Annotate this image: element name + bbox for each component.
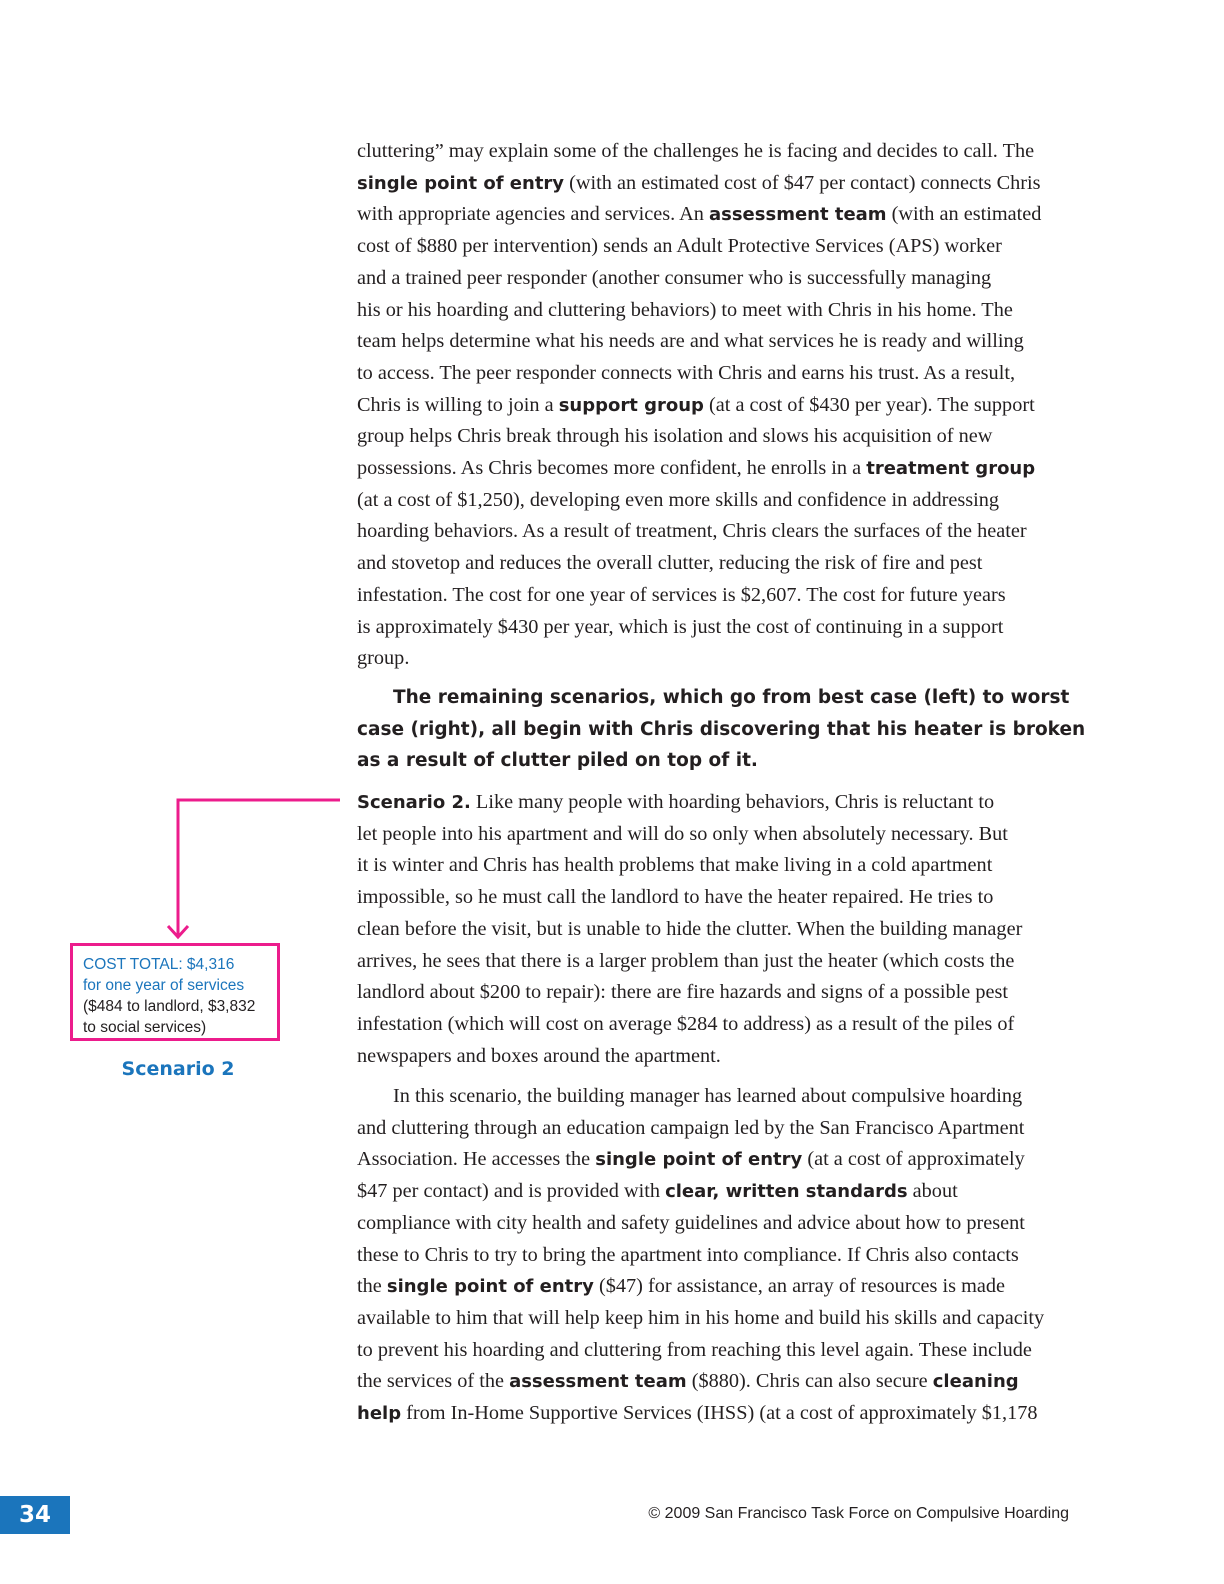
text-line [357, 1081, 1069, 1113]
text-line [357, 1176, 1069, 1208]
bold-term: support group [558, 394, 704, 416]
text-line [357, 516, 1069, 548]
text-run: is approximately $430 per year, which is just the cost of continuing in a support [357, 615, 1004, 638]
text-line [357, 1208, 1069, 1240]
bold-term: case (right), all begin with Chris discovering that his heater is broken [357, 718, 1086, 740]
text-run: and stovetop and reduces the overall clutter, reducing the risk of fire and pest [357, 552, 983, 575]
text-line [357, 326, 1069, 358]
text-line [357, 231, 1069, 263]
cost-period-line: for one year of services [83, 977, 245, 994]
bold-term: as a result of clutter piled on top of it. [357, 750, 758, 772]
connector-arrow-icon [0, 0, 360, 950]
text-run: team helps determine what his needs are and what services he is ready and willing [357, 330, 1024, 353]
text-line [357, 485, 1069, 517]
scenario-2-paragraph [357, 787, 1069, 1072]
bold-term: help [357, 1403, 402, 1425]
text-line [357, 1398, 1069, 1430]
text-run: let people into his apartment and will do so only when absolutely necessary. But [357, 822, 1008, 845]
text-run: impossible, so he must call the landlord to have the heater repaired. He tries to [357, 886, 994, 909]
text-run: compliance with city health and safety guidelines and advice about how to present [357, 1211, 1025, 1234]
text-run: about [907, 1180, 958, 1203]
text-line [357, 850, 1069, 882]
text-line [357, 714, 1086, 746]
cost-total-line: COST TOTAL: $4,316 [83, 956, 235, 973]
text-line [357, 914, 1069, 946]
text-run: cluttering” may explain some of the challenges he is facing and decides to call. The [357, 140, 1035, 162]
text-line [357, 1366, 1069, 1398]
text-run: (with an estimated [886, 203, 1042, 226]
text-line [357, 882, 1069, 914]
text-line [357, 682, 1069, 714]
text-run: $47 per contact) and is provided with [357, 1180, 666, 1203]
text-run: infestation. The cost for one year of services is $2,607. The cost for future years [357, 583, 1006, 606]
text-run: arrives, he sees that there is a larger problem than just the heater (which costs the [357, 949, 1015, 972]
text-line [357, 612, 1069, 644]
text-run: these to Chris to try to bring the apartment into compliance. If Chris also contacts [357, 1243, 1019, 1266]
text-run: Like many people with hoarding behaviors, Chris is reluctant to [470, 791, 995, 813]
text-run: newspapers and boxes around the apartment. [357, 1044, 721, 1067]
text-line [357, 1335, 1069, 1367]
text-run: available to him that will help keep him in his home and build his skills and capacity [357, 1306, 1045, 1329]
text-run: clean before the visit, but is unable to hide the clutter. When the building manager [357, 917, 1023, 940]
text-line [357, 1144, 1069, 1176]
text-line [357, 1303, 1069, 1335]
text-run: (with an estimated cost of $47 per contact) connects Chris [564, 171, 1041, 194]
text-line [357, 787, 1069, 819]
text-line [357, 946, 1069, 978]
scenario-label: Scenario 2 [121, 1058, 235, 1080]
text-run: (at a cost of $430 per year). The support [703, 393, 1035, 416]
text-run: and a trained peer responder (another consumer who is successfully managing [357, 266, 992, 289]
text-line [357, 421, 1069, 453]
bold-term: Scenario 2. [357, 792, 471, 813]
text-run: the services of the [357, 1370, 510, 1393]
lead-paragraph [357, 682, 1086, 777]
text-line [357, 1271, 1069, 1303]
text-run: cost of $880 per intervention) sends an Adult Protective Services (APS) worker [357, 235, 1002, 258]
text-run: with appropriate agencies and services. An [357, 203, 709, 226]
bold-term: cleaning [932, 1371, 1019, 1393]
cost-total-box [70, 943, 280, 1041]
text-run: Chris is willing to join a [357, 393, 559, 416]
text-line [357, 548, 1069, 580]
bold-term: assessment team [708, 204, 887, 226]
bold-term: single point of entry [386, 1276, 594, 1298]
text-run: ($880). Chris can also secure [686, 1370, 933, 1393]
text-line [357, 819, 1069, 851]
text-run: the [357, 1275, 387, 1298]
text-run: group helps Chris break through his isolation and slows his acquisition of new [357, 425, 993, 448]
text-line [357, 390, 1069, 422]
text-run: infestation (which will cost on average $284 to address) as a result of the piles of [357, 1012, 1015, 1035]
body-paragraph-1 [357, 136, 1069, 675]
text-line [357, 453, 1069, 485]
bold-term: clear, written standards [665, 1181, 908, 1203]
text-line [357, 136, 1069, 168]
text-line [357, 643, 1069, 675]
body-paragraph-4 [357, 1081, 1069, 1430]
text-run: Association. He accesses the [357, 1148, 596, 1171]
text-run: his or his hoarding and cluttering behaviors) to meet with Chris in his home. The [357, 298, 1013, 321]
text-line [357, 1240, 1069, 1272]
text-run: landlord about $200 to repair): there are fire hazards and signs of a possible pest [357, 981, 1009, 1004]
bold-term: The remaining scenarios, which go from best case (left) to worst [393, 687, 1070, 708]
text-line [357, 745, 1069, 777]
text-run: (at a cost of approximately [802, 1148, 1025, 1171]
text-run: In this scenario, the building manager has learned about compulsive hoarding [393, 1085, 1023, 1107]
cost-breakdown-line-2: to social services) [83, 1019, 207, 1036]
text-line [357, 199, 1069, 231]
text-line [357, 1113, 1069, 1145]
text-line [357, 168, 1069, 200]
text-line [357, 1009, 1069, 1041]
bold-term: single point of entry [357, 172, 565, 194]
text-run: hoarding behaviors. As a result of treatment, Chris clears the surfaces of the heater [357, 520, 1027, 543]
text-line [357, 263, 1069, 295]
text-line [357, 580, 1069, 612]
text-run: to prevent his hoarding and cluttering from reaching this level again. These include [357, 1338, 1032, 1361]
text-line [357, 358, 1069, 390]
text-run: and cluttering through an education campaign led by the San Francisco Apartment [357, 1116, 1025, 1139]
text-run: possessions. As Chris becomes more confident, he enrolls in a [357, 457, 867, 480]
text-line [357, 1041, 1069, 1073]
text-line [357, 977, 1069, 1009]
page-number: 34 [0, 1496, 70, 1534]
text-run: (at a cost of $1,250), developing even more skills and confidence in addressing [357, 488, 1000, 511]
text-run: from In-Home Supportive Services (IHSS) (at a cost of approximately $1,178 [401, 1402, 1038, 1425]
text-line [357, 295, 1069, 327]
footer-copyright: © 2009 San Francisco Task Force on Compulsive Hoarding [648, 1505, 1069, 1522]
bold-term: single point of entry [595, 1149, 803, 1171]
bold-term: assessment team [509, 1371, 687, 1393]
bold-term: treatment group [866, 458, 1036, 480]
text-run: it is winter and Chris has health problems that make living in a cold apartment [357, 854, 993, 877]
text-run: group. [357, 647, 410, 670]
text-run: ($47) for assistance, an array of resources is made [593, 1275, 1005, 1298]
cost-breakdown-line-1: ($484 to landlord, $3,832 [83, 998, 256, 1015]
text-run: to access. The peer responder connects with Chris and earns his trust. As a result, [357, 361, 1016, 384]
